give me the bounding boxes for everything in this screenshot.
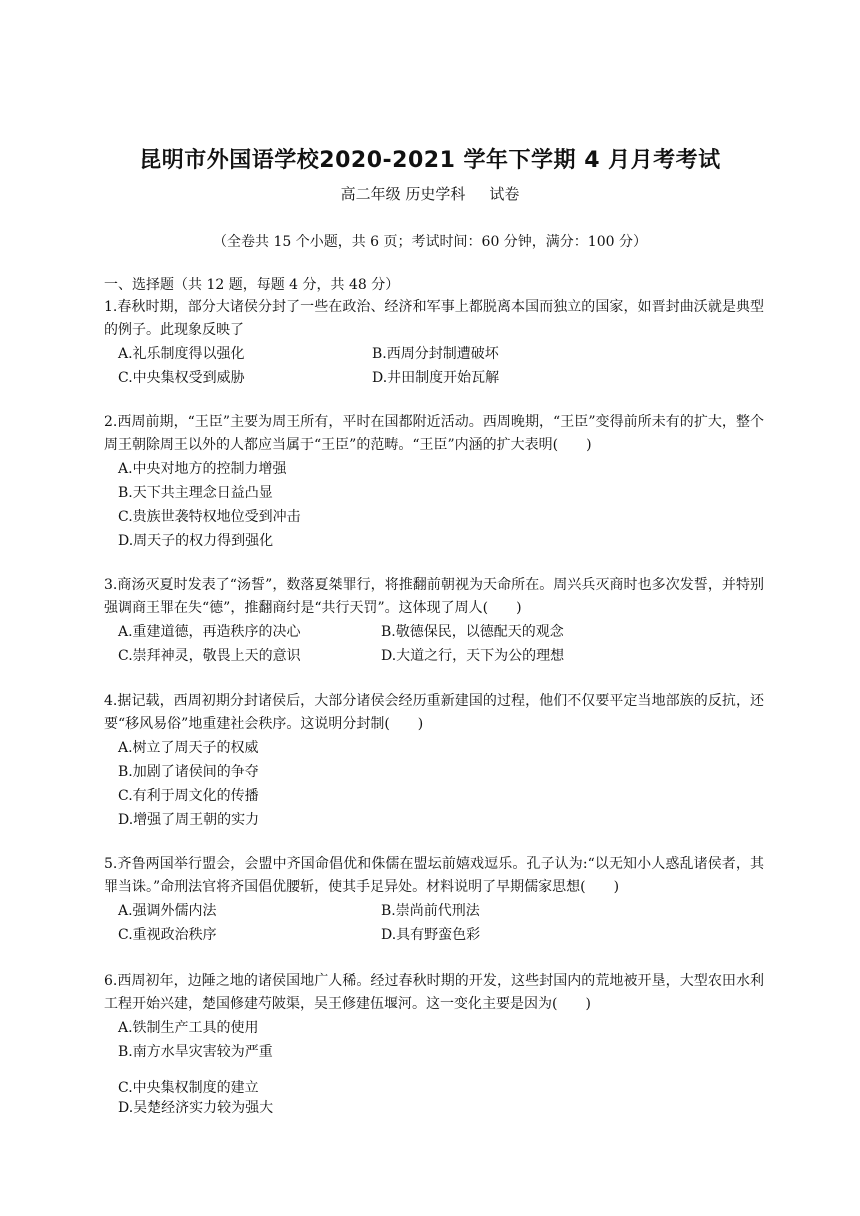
- grade-label: 高二年级: [340, 185, 401, 203]
- option-b: B.南方水旱灾害较为严重: [118, 1044, 273, 1060]
- question-6: [104, 970, 764, 1120]
- option-a: A.重建道德，再造秩序的决心: [118, 624, 301, 640]
- option-d: D.井田制度开始瓦解: [372, 370, 500, 386]
- option-a: A.强调外儒内法: [118, 903, 217, 919]
- option-row: [104, 899, 764, 923]
- option-a: A.礼乐制度得以强化: [118, 346, 245, 362]
- option-c: C.崇拜神灵，敬畏上天的意识: [118, 648, 301, 664]
- option-row: [104, 923, 764, 947]
- option-d: D.增强了周王朝的实力: [118, 812, 260, 828]
- question-3: [104, 574, 764, 668]
- option-row: [104, 644, 764, 668]
- option-a: A.中央对地方的控制力增强: [118, 461, 287, 477]
- option-row: [104, 808, 764, 832]
- option-c: C.有利于周文化的传播: [118, 788, 259, 804]
- paper-label: 试卷: [489, 185, 520, 203]
- option-row: [104, 620, 764, 644]
- question-2: [104, 411, 764, 553]
- option-b: B.加剧了诸侯间的争夺: [118, 764, 259, 780]
- option-row: [104, 760, 764, 784]
- option-b: B.天下共主理念日益凸显: [118, 485, 273, 501]
- question-4: [104, 690, 764, 832]
- exam-subtitle: [0, 183, 860, 204]
- option-row: [104, 1016, 764, 1040]
- option-c: C.重视政治秩序: [118, 927, 217, 943]
- option-row: [104, 736, 764, 760]
- option-row: [104, 1040, 764, 1064]
- exam-title: 昆明市外国语学校2020-2021 学年下学期 4 月月考考试: [139, 148, 721, 173]
- option-c: C.贵族世袭特权地位受到冲击: [118, 509, 301, 525]
- question-1: [104, 296, 764, 390]
- option-a: A.树立了周天子的权威: [118, 740, 259, 756]
- question-stem: 3.商汤灭夏时发表了“汤誓”，数落夏桀罪行，将推翻前朝视为天命所在。周兴兵灭商时也多次发誓，并特别强调商王罪在失“德”，推翻商纣是“共行天罚”。这体现了周人( ): [104, 577, 764, 616]
- subject-label: 历史学科: [405, 185, 466, 203]
- option-d: D.大道之行，天下为公的理想: [381, 648, 565, 664]
- option-b: B.敬德保民，以德配天的观念: [381, 624, 564, 640]
- option-row: [104, 1096, 764, 1120]
- question-5: [104, 853, 764, 947]
- option-row: [104, 529, 764, 553]
- exam-note: （全卷共 15 个小题，共 6 页；考试时间：60 分钟，满分：100 分）: [213, 234, 647, 250]
- option-d: D.具有野蛮色彩: [381, 927, 481, 943]
- question-stem: 4.据记载，西周初期分封诸侯后，大部分诸侯会经历重新建国的过程，他们不仅要平定当地部族的反抗，还要“移风易俗”地重建社会秩序。这说明分封制( ): [104, 693, 764, 732]
- option-c-text: 中央集权制度的建立: [132, 1080, 259, 1096]
- option-a: A.铁制生产工具的使用: [118, 1020, 259, 1036]
- option-row: [104, 366, 764, 390]
- question-stem: 6.西周初年，边陲之地的诸侯国地广人稀。经过春秋时期的开发，这些封国内的荒地被开垦，大型农田水利工程开始兴建，楚国修建芍陂渠，吴王修建伍堰河。这一变化主要是因为( ): [104, 973, 764, 1012]
- option-row: [104, 481, 764, 505]
- section-title: 一、选择题（共 12 题，每题 4 分，共 48 分）: [104, 277, 400, 293]
- option-c-letter: C.: [118, 1080, 133, 1096]
- option-b: B.崇尚前代刑法: [381, 903, 480, 919]
- option-b: B.西周分封制遭破坏: [372, 346, 499, 362]
- option-c: C.中央集权受到威胁: [118, 370, 245, 386]
- question-stem: 1.春秋时期，部分大诸侯分封了一些在政治、经济和军事上都脱离本国而独立的国家，如晋封曲沃就是典型的例子。此现象反映了: [104, 299, 764, 338]
- option-row: [104, 784, 764, 808]
- option-row: [104, 342, 764, 366]
- question-stem: 5.齐鲁两国举行盟会，会盟中齐国命倡优和侏儒在盟坛前嬉戏逗乐。孔子认为:“以无知小人惑乱诸侯者，其罪当诛。”命刑法官将齐国倡优腰斩，使其手足异处。材料说明了早期儒家思想( ): [104, 856, 764, 895]
- option-d: D.周天子的权力得到强化: [118, 533, 274, 549]
- option-row: [104, 457, 764, 481]
- option-row: [104, 505, 764, 529]
- question-stem: 2.西周前期，“王臣”主要为周王所有，平时在国都附近活动。西周晚期，“王臣”变得前所未有的扩大，整个周王朝除周王以外的人都应当属于“王臣”的范畴。“王臣”内涵的扩大表明( ): [104, 414, 764, 453]
- option-d: D.吴楚经济实力较为强大: [118, 1100, 274, 1116]
